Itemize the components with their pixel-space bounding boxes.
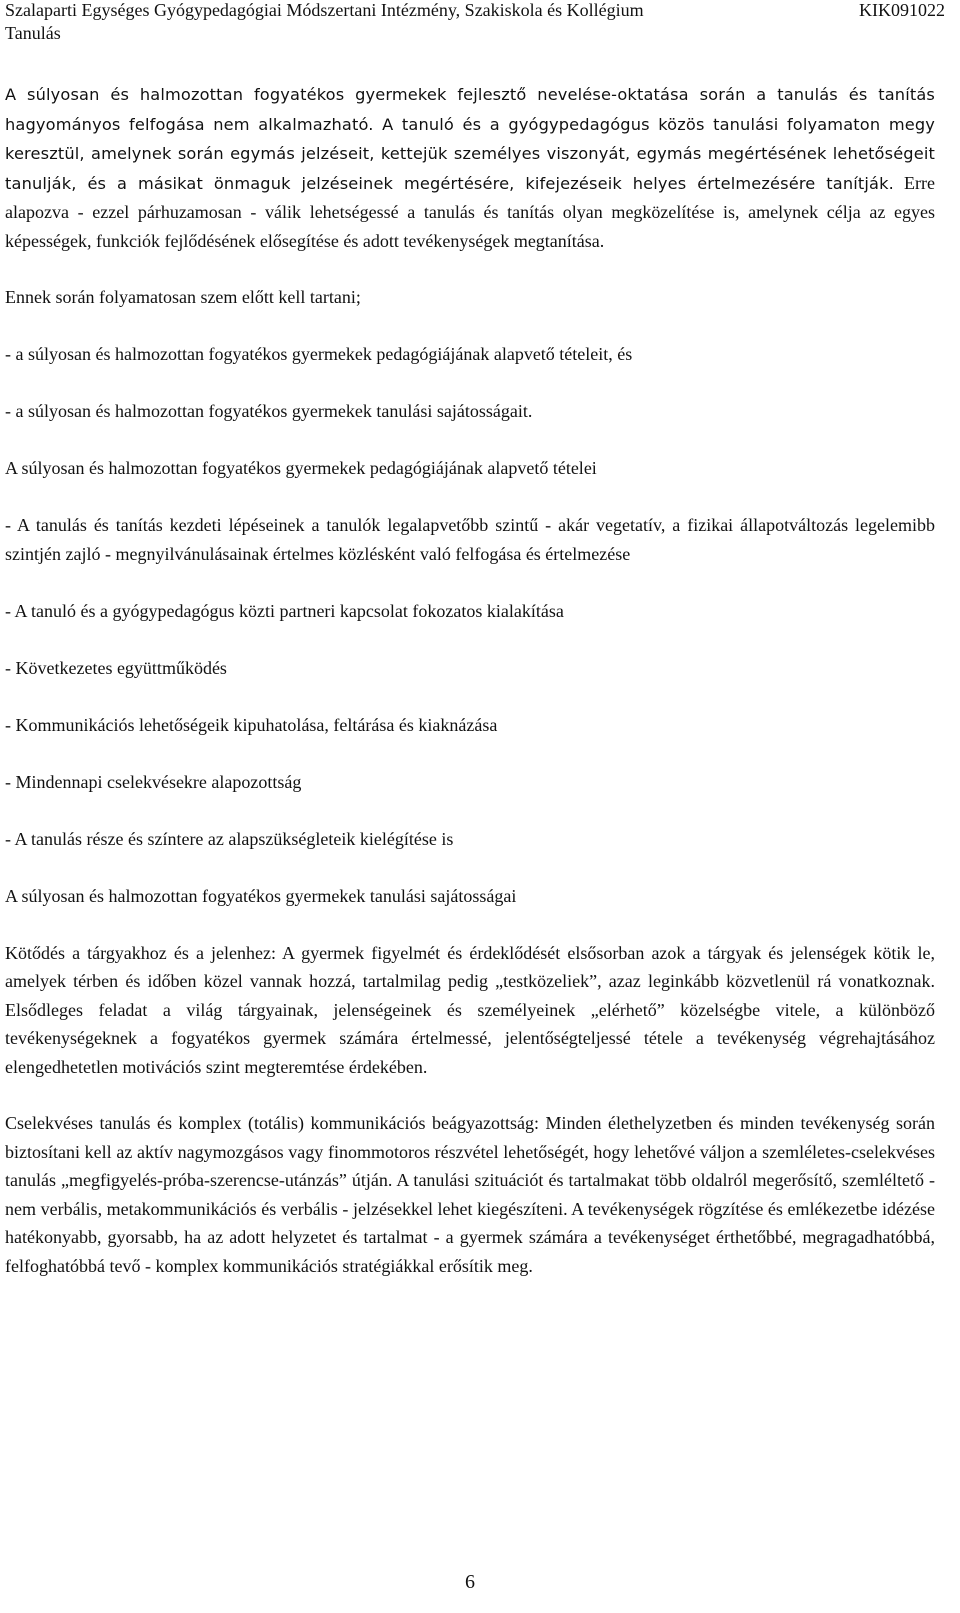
bullet-item-2: - a súlyosan és halmozottan fogyatékos gyermekek tanulási sajátosságait. xyxy=(5,401,533,421)
feature-paragraph-2: Cselekvéses tanulás és komplex (totális) kommunikációs beágyazottság: Minden élethelyzetben és minden tevékenység során biztosítani kell az aktív nagymozgásos vagy finommotoros részvétel lehetőségét, hogy lehetővé váljon a szemléletes-cselekvéses tanulás „megfigyelés-próba-szerencse-utánzás” útján. A tanulási szituációt és tartalmakat több oldalról megerősítő, szemléltető - nem verbális, metakommunikációs és verbális - jelzésekkel lehet kiegészíteni. A tevékenységek rögzítése és emlékezetbe idézése hatékonyabb, gyorsabb, ha az adott helyzetet és tartalmat - a gyermek számára a tevékenységet érthetőbbé, megragadhatóbbá, felfoghatóbbá tevő - komplex kommunikációs stratégiákkal erősítik meg. xyxy=(5,1113,935,1276)
intro-paragraph-part1: A súlyosan és halmozottan fogyatékos gyermekek fejlesztő nevelése-oktatása során a tanulás és tanítás hagyományos felfogása nem alkalmazható. A tanuló és a gyógypedagógus közös tanulási folyamaton megy keresztül, amelynek során egymás jelzéseit, kettejük személyes viszonyát, egymás megértésének lehetőségeit tanulják, és a másikat önmaguk jelzéseinek megértésére, kifejezéseik helyes értelmezésére tanítják. xyxy=(5,85,935,193)
subheading-learning-features: A súlyosan és halmozottan fogyatékos gyermekek tanulási sajátosságai xyxy=(5,885,517,906)
tenet-item-1: - A tanulás és tanítás kezdeti lépéseinek a tanulók legalapvetőbb szintű - akár vegetatív, a fizikai állapotváltozás legelemibb szintjén zajló - megnyilvánulásainak értelmes közlésként való felfogása és értelmezése xyxy=(5,515,935,564)
section-title: Tanulás xyxy=(5,23,61,43)
tenet-item-6: - A tanulás része és színtere az alapszükségleteik kielégítése is xyxy=(5,828,454,849)
header-institution: Szalaparti Egységes Gyógypedagógiai Módszertani Intézmény, Szakiskola és Kollégium xyxy=(5,0,644,20)
tenet-item-4: - Kommunikációs lehetőségeik kipuhatolása, feltárása és kiaknázása xyxy=(5,714,498,735)
keep-in-mind-line: Ennek során folyamatosan szem előtt kell tartani; xyxy=(5,287,361,307)
intro-paragraph xyxy=(5,80,935,255)
header-code: KIK091022 xyxy=(859,0,945,20)
tenet-item-2: - A tanuló és a gyógypedagógus közti partneri kapcsolat fokozatos kialakítása xyxy=(5,600,564,621)
intro-paragraph-part2: Erre alapozva - ezzel párhuzamosan - válik lehetségessé a tanulás és tanítás olyan megközelítése is, amelynek célja az egyes képességek, funkciók fejlődésének elősegítése és adott tevékenységek megtanítása. xyxy=(5,172,935,251)
feature-paragraph-1: Kötődés a tárgyakhoz és a jelenhez: A gyermek figyelmét és érdeklődését elsősorban azok a tárgyak és jelenségek kötik le, amelyek térben és időben közel vannak hozzá, tartalmilag pedig „testközeliek”, azaz leginkább közvetlenül rá vonatkoznak. Elsődleges feladat a világ tárgyainak, jelenségeinek és személyeinek „elérhető” közelségbe vitele, a különböző tevékenységeknek a fogyatékos gyermek számára értelmessé, jelentőségteljessé tétele a tevékenység végrehajtásához elengedhetetlen motivációs szint megteremtése érdekében. xyxy=(5,942,935,1077)
document-body xyxy=(5,80,935,1280)
subheading-tenets: A súlyosan és halmozottan fogyatékos gyermekek pedagógiájának alapvető tételei xyxy=(5,458,597,478)
tenet-item-3: - Következetes együttműködés xyxy=(5,657,227,678)
tenet-item-5: - Mindennapi cselekvésekre alapozottság xyxy=(5,771,302,792)
page-number: 6 xyxy=(465,1571,475,1593)
bullet-item-1: - a súlyosan és halmozottan fogyatékos gyermekek pedagógiájának alapvető tételeit, és xyxy=(5,344,633,364)
page-header xyxy=(5,0,945,20)
